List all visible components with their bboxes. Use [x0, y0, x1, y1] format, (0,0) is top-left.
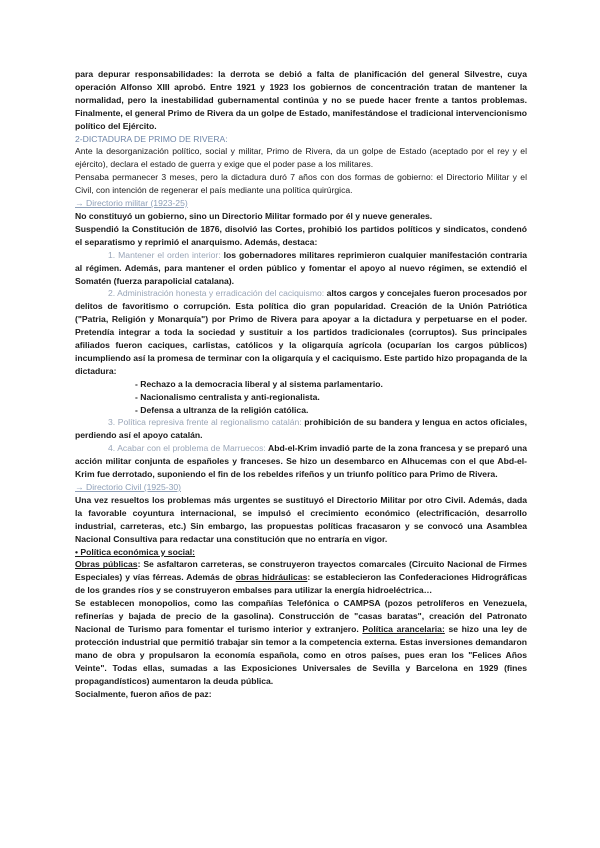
paragraph-no-constituyo: No constituyó un gobierno, sino un Directorio Militar formado por él y nueve generales. [75, 210, 433, 221]
item-caciquismo [75, 287, 527, 377]
paragraph-obras [75, 558, 527, 597]
paragraph-suspendio: Suspendió la Constitución de 1876, disolvió las Cortes, prohibió los partidos políticos y sindicatos, condenó el separatismo y reprimió el anarquismo. Además, destaca: [75, 223, 527, 247]
obras-hidraulicas-text: : se establecieron las Confederaciones Hidrográficas de los grandes ríos y se construyeron embalses para utilizar la energía hidroeléctrica… [75, 572, 527, 596]
paragraph-permanecer: Pensaba permanecer 3 meses, pero la dictadura duró 7 años con dos formas de gobierno: el Directorio Militar y el Civil, con intención de regenerar el país mediante una política quirúrgica. [75, 172, 527, 196]
item-marruecos-text: Abd-el-Krim invadió parte de la zona francesa y se preparó una acción militar conjunta de españoles y franceses. Se hizo un desembarco en Alhucemas con el que Abd-el-Krim fue derrotado, suponiendo el fin de los rebeldes rifeños y un triunfo político para Primo de Rivera. [75, 443, 527, 480]
propaganda-list [75, 378, 527, 417]
item-marruecos-label: 4. Acabar con el problema de Marruecos: [108, 443, 266, 454]
paragraph-socialmente: Socialmente, fueron años de paz: [75, 688, 212, 699]
item-caciquismo-label: 2. Administración honesta y erradicación del caciquismo: [108, 288, 325, 299]
list-item: - Nacionalismo centralista y anti-regionalista. [135, 391, 527, 404]
document-page [75, 68, 527, 700]
item-regionalismo-text: prohibición de su bandera y lengua en actos oficiales, perdiendo así el apoyo catalán. [75, 417, 527, 441]
link-directorio-civil[interactable]: → Directorio Civil (1925-30) [75, 482, 182, 492]
paragraph-civil: Una vez resueltos los problemas más urgentes se sustituyó el Directorio Militar por otro Civil. Además, dada la favorable coyuntura internacional, se impulsó el crecimiento económico (electrificación, desarrollo industrial, carreteras, etc.) Sin embargo, las propuestas políticas fracasaron y se convocó una Asamblea Nacional Consultiva para redactar una constitución que no entraría en vigor. [75, 494, 527, 544]
item-caciquismo-text: altos cargos y concejales fueron procesados por delitos de favoritismo o corrupción. Esta política dio gran popularidad. Creación de la Unión Patriótica ("Patria, Religión y Monarquía") por Primo de Rivera para apoyar a la dictadura y perpetuarse en el poder. Pretendía integrar a toda la sociedad y sustituir a los partidos tradicionales (corruptos). Sus principales afiliados fueron caciques, carlistas, católicos y la oligarquía agrícola (ocuparían los cargos públicos) incumpliendo así la promesa de terminar con la oligarquía y el caciquismo. Este partido hizo propaganda de la dictadura: [75, 288, 527, 376]
link-directorio-militar[interactable]: → Directorio militar (1923-25) [75, 198, 188, 209]
paragraph-golpe: Ante la desorganización político, social y militar, Primo de Rivera, da un golpe de Estado (aceptado por el rey y el ejército), declara el estado de guerra y exige que el poder pase a los militares. [75, 146, 527, 170]
obras-hidraulicas-label: obras hidráulicas [235, 572, 308, 583]
item-marruecos [75, 442, 527, 481]
obras-publicas-label: Obras públicas [75, 559, 138, 570]
arancelaria-text: se hizo una ley de protección industrial que permitió trabajar sin temor a la competencia externa. Estas inversiones demandaron mano de obra y propulsaron la economía española, como en otros países, pues eran los "Felices Años Veinte". Todas ellas, sumadas a las Exposiciones Universales de Sevilla y Barcelona en 1929 (fines propagandísticos) aumentaron la deuda pública. [75, 623, 527, 686]
list-item: - Defensa a ultranza de la religión católica. [135, 404, 527, 417]
bullet-politica-economica: • Política económica y social: [75, 546, 527, 559]
item-regionalismo-label: 3. Política represiva frente al regionalismo catalán: [108, 417, 302, 428]
item-orden-interior-label: 1. Mantener el orden interior: [108, 249, 221, 260]
paragraph-monopolios [75, 597, 527, 687]
intro-paragraph: para depurar responsabilidades: la derrota se debió a falta de planificación del general Silvestre, cuya operación Alfonso XIII aprobó. Entre 1921 y 1923 los gobiernos de concentración tratan de mantener la normalidad, pero la inestabilidad gubernamental continúa y no se puede hacer frente a tantos problemas. Finalmente, el general Primo de Rivera da un golpe de Estado, manifestándose el tradicional intervencionismo político del Ejército. [75, 69, 527, 131]
item-regionalismo [75, 416, 527, 442]
item-orden-interior [75, 249, 527, 288]
section-heading-dictadura: 2-DICTADURA DE PRIMO DE RIVERA: [75, 133, 228, 144]
obras-publicas-text: : Se asfaltaron carreteras, se construyeron trayectos comarcales (Circuito Nacional de Firmes Especiales) y vías férreas. Además de [75, 559, 527, 583]
monopolios-text: Se establecen monopolios, como las compañías Telefónica o CAMPSA (pozos petrolíferos en Venezuela, refinerías y bajada de precio de la gasolina). Construcción de "casas baratas", creación del Patronato Nacional de Turismo para fomentar el turismo interior y extranjero. [75, 598, 527, 634]
politica-arancelaria-label: Política arancelaria: [362, 623, 445, 634]
item-orden-interior-text: los gobernadores militares reprimieron cualquier manifestación contraria al régimen. Además, para mantener el orden público y fomentar el apoyo al nuevo régimen, se extendió el Somatén (fuerza parapolicial catalana). [75, 249, 527, 286]
list-item: - Rechazo a la democracia liberal y al sistema parlamentario. [135, 378, 527, 391]
